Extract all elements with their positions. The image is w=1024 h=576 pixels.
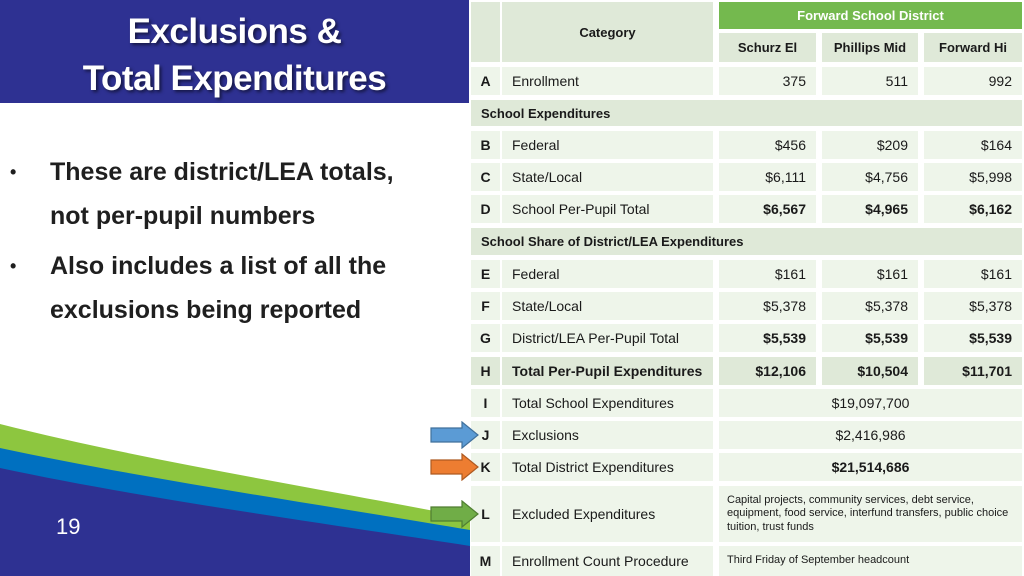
row-letter: E [471,260,500,288]
value-cell: $6,162 [924,195,1022,223]
school-header: Forward Hi [924,33,1022,62]
slide-title [0,8,469,102]
row-letter: L [471,486,500,542]
value-cell: $5,998 [924,163,1022,191]
bullet-list [0,150,440,338]
decorative-swoosh [0,400,470,576]
row-letter: A [471,67,500,95]
school-header: Schurz El [719,33,816,62]
bullet-line: not per-pupil numbers [50,202,316,230]
row-letter: C [471,163,500,191]
bullet-dot-icon: • [10,256,17,276]
arrow-right-icon [430,500,480,528]
row-letter: I [471,389,500,417]
row-letter: B [471,131,500,159]
row-letter: D [471,195,500,223]
row-label: Enrollment Count Procedure [502,546,713,576]
bullet-item [0,244,440,332]
value-cell: $161 [719,260,816,288]
value-cell: $164 [924,131,1022,159]
row-label: Federal [502,131,713,159]
value-cell: 511 [822,67,918,95]
value-cell: $6,567 [719,195,816,223]
row-label: District/LEA Per-Pupil Total [502,324,713,352]
section-header: School Expenditures [471,100,1022,126]
bullet-line: Also includes a list of all the [50,252,387,280]
value-cell: $6,111 [719,163,816,191]
value-cell: $5,539 [822,324,918,352]
title-line-1: Exclusions & [127,12,342,51]
arrow-shape [431,454,478,480]
summary-value: $2,416,986 [719,421,1022,449]
row-label: Total Per-Pupil Expenditures [502,357,713,385]
row-label: Exclusions [502,421,713,449]
value-cell: $12,106 [719,357,816,385]
value-cell: 375 [719,67,816,95]
row-label: School Per-Pupil Total [502,195,713,223]
row-letter: G [471,324,500,352]
row-label: Total District Expenditures [502,453,713,481]
bullet-item [0,150,440,238]
section-header: School Share of District/LEA Expenditures [471,228,1022,255]
page-number: 19 [56,514,81,539]
row-letter: J [471,421,500,449]
title-line-2: Total Expenditures [82,59,387,98]
value-cell: $11,701 [924,357,1022,385]
value-cell: $5,378 [822,292,918,320]
summary-value: Capital projects, community services, debt service, equipment, food service, interfund transfers, public choice tuition, trust funds [719,486,1022,542]
arrow-right-icon [430,421,480,449]
row-label: Federal [502,260,713,288]
row-letter: F [471,292,500,320]
value-cell: $456 [719,131,816,159]
row-label: State/Local [502,292,713,320]
value-cell: $10,504 [822,357,918,385]
value-cell: $5,378 [924,292,1022,320]
row-letter: H [471,357,500,385]
summary-value: $21,514,686 [719,453,1022,481]
bullet-line: exclusions being reported [50,296,362,324]
row-label: Enrollment [502,67,713,95]
bullet-dot-icon: • [10,162,17,182]
arrow-shape [431,422,478,448]
row-letter: K [471,453,500,481]
arrow-right-icon [430,453,480,481]
value-cell: $5,539 [924,324,1022,352]
value-cell: $209 [822,131,918,159]
value-cell: $4,756 [822,163,918,191]
category-header: Category [502,2,713,62]
school-header: Phillips Mid [822,33,918,62]
summary-value: $19,097,700 [719,389,1022,417]
district-header: Forward School District [719,2,1022,29]
row-letter: M [471,546,500,576]
letter-header-cell [471,2,500,62]
value-cell: 992 [924,67,1022,95]
value-cell: $4,965 [822,195,918,223]
row-label: State/Local [502,163,713,191]
value-cell: $161 [924,260,1022,288]
arrow-shape [431,501,478,527]
row-label: Total School Expenditures [502,389,713,417]
row-label: Excluded Expenditures [502,486,713,542]
value-cell: $5,539 [719,324,816,352]
value-cell: $161 [822,260,918,288]
value-cell: $5,378 [719,292,816,320]
bullet-line: These are district/LEA totals, [50,158,394,186]
summary-value: Third Friday of September headcount [719,546,1022,576]
